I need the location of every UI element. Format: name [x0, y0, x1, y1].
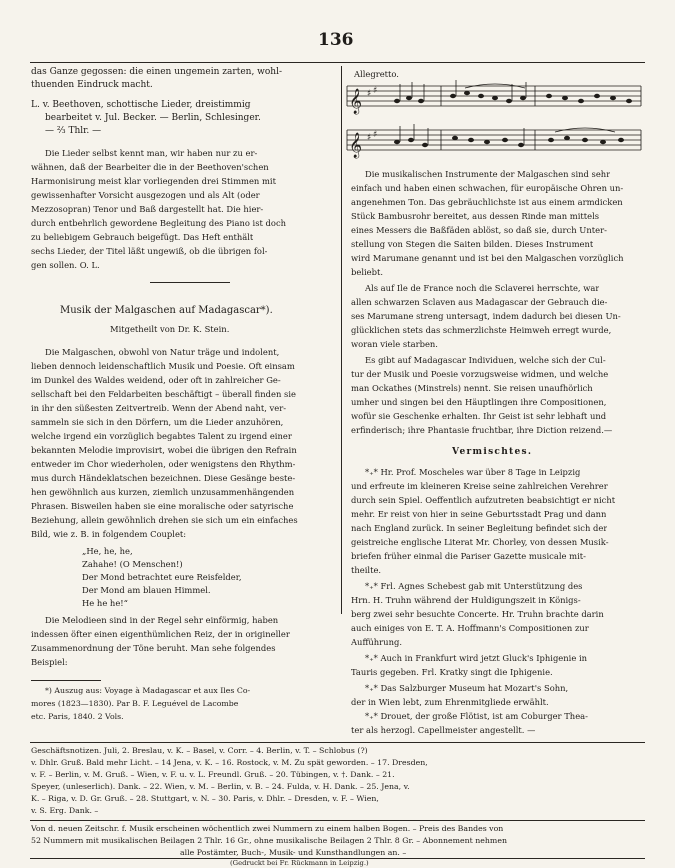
music-line: eines Messers die Baßfäden ablöst, so daß sie, durch Unter-	[351, 225, 607, 235]
verse-line: Der Mond am blauen Himmel.	[82, 585, 211, 595]
review-line: gewissenhafter Vorsicht ausgezogen und als Alt (oder	[31, 190, 260, 200]
music-line: umher und singen bei den Häuptlingen ihre Compositionen,	[351, 397, 607, 407]
article-line: hen gewöhnlich aus kurzen, ziemlich unzusammenhängenden	[31, 487, 295, 497]
music-line: man Ockathes (Minstrels) nennt. Sie reisen unaufhörlich	[351, 383, 593, 393]
verse-line: Zahahe! (O Menschen!)	[82, 559, 183, 569]
article-byline: Mitgetheilt von Dr. K. Stein.	[110, 324, 230, 334]
section-rule	[150, 282, 230, 283]
svg-text:♯: ♯	[367, 133, 372, 143]
article-line: indessen öfter einen eigenthümlichen Reiz, der in origineller	[31, 629, 290, 639]
business-line: Speyer, (unleserlich). Dank. – 22. Wien, v. M. – Berlin, v. B. – 24. Fulda, v. H. Dank. – 25. Jena, v.	[31, 782, 410, 791]
business-rule	[30, 742, 645, 743]
misc-line: *₊* Auch in Frankfurt wird jetzt Gluck's Iphigenie in	[365, 653, 588, 663]
misc-line: nach England zurück. In seiner Begleitung befindet sich der	[351, 523, 608, 533]
verse-line: He he he!“	[82, 598, 128, 608]
article-line: Beziehung, allein gewöhnlich drehen sie sich um ein einfaches	[31, 515, 298, 525]
review-line: gen sollen. O. L.	[31, 260, 100, 270]
music-line: angenehmen Ton. Das gebräuchlichste ist aus einem armdicken	[351, 197, 623, 207]
music-line: Stück Bambusrohr bereitet, aus dessen Rinde man mittels	[351, 211, 600, 221]
publisher-line: 52 Nummern mit musikalischen Beilagen 2 Thlr. 16 Gr., ohne musikalische Beilagen 2 Thlr. 8 Gr. – Abonnement nehmen	[31, 836, 507, 845]
page-number: 136	[318, 30, 354, 50]
review-line: zu beliebigem Gebrauch beigefügt. Das Heft enthält	[31, 232, 254, 242]
business-line: v. Dhlr. Gruß. Bald mehr Licht. – 14 Jena, v. K. – 16. Rostock, v. M. Zu spät geworden. – 17. Dresden,	[31, 758, 428, 767]
misc-line: *₊* Hr. Prof. Moscheles war über 8 Tage in Leipzig	[365, 467, 581, 477]
review-heading: — ⅔ Thlr. —	[45, 126, 102, 136]
article-line: Die Malgaschen, obwohl von Natur träge und indolent,	[45, 347, 280, 357]
music-line: woran viele starben.	[351, 339, 438, 349]
tempo-marking: Allegretto.	[354, 69, 399, 79]
music-line: tur der Musik und Poesie vorzugsweise widmen, und welche	[351, 369, 609, 379]
misc-line: und erfreute im kleineren Kreise seine zahlreichen Verehrer	[351, 481, 608, 491]
review-heading: L. v. Beethoven, schottische Lieder, dreistimmig	[31, 100, 251, 110]
misc-line: *₊* Drouet, der große Flötist, ist am Coburger Thea-	[365, 711, 588, 721]
article-line: bekannten Melodie improvisirt, wobei die übrigen den Refrain	[31, 445, 297, 455]
music-line: allen schwarzen Sclaven aus Madagascar der Gebrauch die-	[351, 297, 608, 307]
footnote-rule	[31, 680, 101, 681]
misc-line: auch einiges von E. T. A. Hoffmann's Compositionen zur	[351, 623, 589, 633]
column-divider	[341, 66, 342, 614]
music-line: Es gibt auf Madagascar Individuen, welche sich der Cul-	[365, 355, 606, 365]
verse-line: „He, he, he,	[82, 546, 133, 556]
review-line: sechs Lieder, der Titel läßt ungewiß, ob die übrigen fol-	[31, 246, 268, 256]
review-line: durch entbehrlich gewordene Begleitung des Piano ist doch	[31, 218, 287, 228]
footnote-line: etc. Paris, 1840. 2 Vols.	[31, 712, 124, 721]
review-line: Harmonisirung meist klar vorliegenden drei Stimmen mit	[31, 176, 276, 186]
article-line: entweder im Chor wiederholen, oder wenigstens den Rhythm-	[31, 459, 296, 469]
article-title: Musik der Malgaschen auf Madagascar*).	[60, 305, 273, 316]
misc-line: *₊* Das Salzburger Museum hat Mozart's Sohn,	[365, 683, 569, 693]
music-line: ses Marumane streng untersagt, indem dadurch bei diesen Un-	[351, 311, 621, 321]
business-line: K. – Riga, v. D. Gr. Gruß. – 28. Stuttgart, v. N. – 30. Paris, v. Dhlr. – Dresden, v. F. – Wien,	[31, 794, 379, 803]
article-line: Beispiel:	[31, 657, 68, 667]
footnote-line: *) Auszug aus: Voyage à Madagascar et aux Iles Co-	[45, 686, 251, 695]
review-line: Mezzosopran) Tenor und Baß dargestellt hat. Die hier-	[31, 204, 264, 214]
article-line: Phrasen. Bisweilen haben sie eine moralische oder satyrische	[31, 501, 294, 511]
svg-text:𝄞: 𝄞	[349, 89, 363, 114]
misc-heading: Vermischtes.	[452, 447, 533, 457]
article-line: lieben dennoch leidenschaftlich Musik und Poesie. Oft einsam	[31, 361, 295, 371]
music-line: wird Marumane genannt und ist bei den Malgaschen vorzüglich	[351, 253, 624, 263]
review-line: wähnen, daß der Bearbeiter die in der Beethoven'schen	[31, 162, 269, 172]
intro-line: thuenden Eindruck macht.	[31, 80, 153, 90]
publisher-rule	[30, 820, 645, 821]
misc-line: ter als herzogl. Capellmeister angestellt. —	[351, 725, 536, 735]
article-line: welche irgend ein vorzüglich begabtes Talent zu irgend einer	[31, 431, 292, 441]
header-rule	[30, 62, 645, 63]
article-line: Zusammenordnung der Töne beruht. Man sehe folgendes	[31, 643, 276, 653]
misc-line: mehr. Er reist von hier in seine Geburtsstadt Prag und dann	[351, 509, 607, 519]
misc-line: briefen früher einmal die Pariser Gazette musicale mit-	[351, 551, 586, 561]
misc-line: Aufführung.	[351, 637, 402, 647]
svg-text:𝄞: 𝄞	[349, 133, 363, 158]
svg-text:♯: ♯	[373, 130, 378, 140]
article-line: Bild, wie z. B. in folgendem Couplet:	[31, 529, 187, 539]
article-line: sammeln sie sich in den Dörfern, um die Lieder anzuhören,	[31, 417, 284, 427]
publisher-line: Von d. neuen Zeitschr. f. Musik erscheinen wöchentlich zwei Nummern zu einem halben Bogen. – Preis des Bandes von	[31, 824, 504, 833]
footnote-line: mores (1823—1830). Par B. F. Leguével de Lacombe	[31, 699, 239, 708]
music-line: Als auf Ile de France noch die Sclaverei herrschte, war	[365, 283, 600, 293]
music-line: Die musikalischen Instrumente der Malgaschen sind sehr	[365, 169, 611, 179]
music-line: stellung von Stegen die Saiten bilden. Dieses Instrument	[351, 239, 594, 249]
review-heading: bearbeitet v. Jul. Becker. — Berlin, Schlesinger.	[45, 113, 261, 123]
printer-imprint: (Gedruckt bei Fr. Rückmann in Leipzig.)	[230, 859, 369, 867]
article-line: mus durch Händeklatschen bezeichnen. Diese Gesänge beste-	[31, 473, 296, 483]
publisher-line: alle Postämter, Buch-, Musik- und Kunsthandlungen an. –	[180, 848, 407, 857]
review-line: Die Lieder selbst kennt man, wir haben nur zu er-	[45, 148, 258, 158]
svg-text:♯: ♯	[373, 86, 378, 96]
intro-line: das Ganze gegossen: die einen ungemein zarten, wohl-	[31, 67, 283, 77]
misc-line: der in Wien lebt, zum Ehrenmitgliede erwählt.	[351, 697, 549, 707]
article-line: in ihr den süßesten Zeitvertreib. Wenn der Abend naht, ver-	[31, 403, 287, 413]
article-line: im Dunkel des Waldes weidend, oder oft in zahlreicher Ge-	[31, 375, 281, 385]
misc-line: theilte.	[351, 565, 382, 575]
music-line: glücklichen stets das schmerzlichste Heimweh erregt wurde,	[351, 325, 612, 335]
misc-line: Tauris gegeben. Frl. Kratky singt die Iphigenie.	[351, 667, 553, 677]
verse-line: Der Mond betrachtet eure Reisfelder,	[82, 572, 242, 582]
music-line: einfach und haben einen schwachen, für europäische Ohren un-	[351, 183, 624, 193]
article-line: Die Melodieen sind in der Regel sehr einförmig, haben	[45, 615, 279, 625]
misc-line: durch sein Spiel. Oeffentlich aufzutreten beabsichtigt er nicht	[351, 495, 616, 505]
article-line: sellschaft bei den Feldarbeiten beschäftigt – überall finden sie	[31, 389, 296, 399]
music-notation	[345, 80, 643, 170]
music-line: wofür sie Geschenke erhalten. Ihr Geist ist sehr lebhaft und	[351, 411, 607, 421]
business-line: v. F. – Berlin, v. M. Gruß. – Wien, v. F. u. v. L. Freundl. Gruß. – 20. Tübingen, v. †. Dank. – 21.	[31, 770, 395, 779]
misc-line: *₊* Frl. Agnes Schebest gab mit Unterstützung des	[365, 581, 583, 591]
svg-text:♯: ♯	[367, 89, 372, 99]
business-line: v. S. Erg. Dank. –	[31, 806, 99, 815]
misc-line: Hrn. H. Truhn während der Huldigungszeit in Königs-	[351, 595, 581, 605]
misc-line: geistreiche englische Literat Mr. Chorley, von dessen Musik-	[351, 537, 609, 547]
business-line: Geschäftsnotizen. Juli, 2. Breslau, v. K. – Basel, v. Corr. – 4. Berlin, v. T. – Schlobus (?)	[31, 746, 368, 755]
music-line: beliebt.	[351, 267, 384, 277]
music-line: erfinderisch; ihre Phantasie fruchtbar, ihre Diction reizend.—	[351, 425, 613, 435]
misc-line: berg zwei sehr besuchte Concerte. Hr. Truhn brachte darin	[351, 609, 604, 619]
